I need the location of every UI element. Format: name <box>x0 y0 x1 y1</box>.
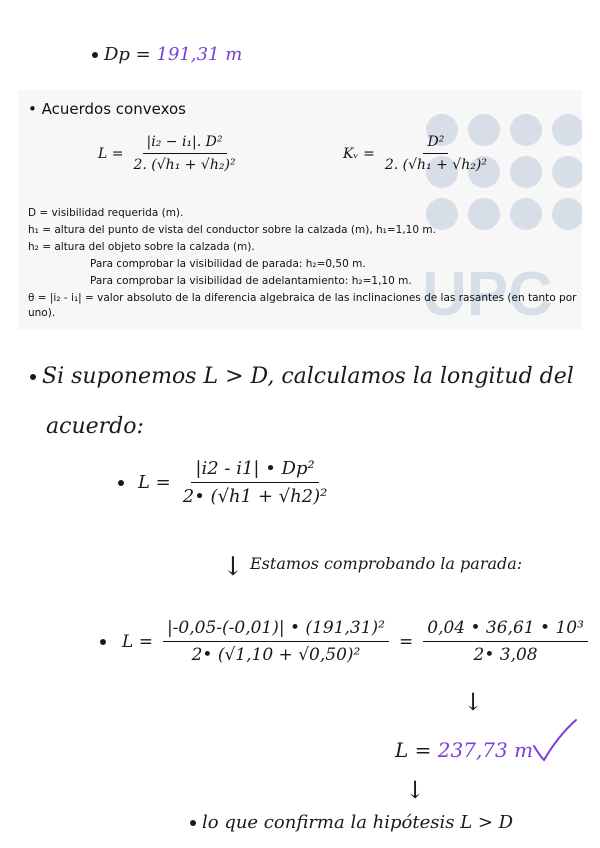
formula-L-fraction <box>129 134 239 173</box>
hw-subst2-fraction <box>423 618 588 665</box>
hw-result <box>395 738 533 762</box>
hw-result-lhs: L = <box>395 738 432 762</box>
formula-K-numerator: D² <box>423 134 448 154</box>
hw-hypothesis-line <box>30 364 574 389</box>
hw-estamos: Estamos comprobando la parada: <box>250 554 523 573</box>
bullet <box>190 820 196 826</box>
hw-formula-lhs: L = <box>138 472 171 493</box>
hw-subst-lhs: L = <box>122 631 153 652</box>
definition-D: D = visibilidad requerida (m). <box>28 207 184 219</box>
formula-K-lhs: Kᵥ = <box>343 145 375 162</box>
hw-result-value: 237,73 m <box>437 738 534 762</box>
formula-K-denominator: 2. (√h₁ + √h₂)² <box>384 157 487 173</box>
definition-adelantamiento: Para comprobar la visibilidad de adelantamiento: h₂=1,10 m. <box>90 275 412 287</box>
hw-subst2-denominator: 2• 3,08 <box>473 645 538 665</box>
formula-K <box>343 134 491 173</box>
printed-excerpt <box>18 90 582 330</box>
hw-conclusion-text: lo que confirma la hipótesis L > D <box>202 812 514 833</box>
hw-formula-numerator: |i2 - i1| • Dp² <box>191 458 318 483</box>
section-title-text: Acuerdos convexos <box>41 100 186 118</box>
formula-K-fraction <box>381 134 491 173</box>
definition-theta: θ = |i₂ - i₁| = valor absoluto de la diferencia algebraica de las inclinaciones de las rasantes (en tanto por <box>28 292 577 304</box>
hw-formula-denominator: 2• (√h1 + √h2)² <box>182 486 328 507</box>
hw-conclusion <box>190 812 513 833</box>
hw-subst-equals: = <box>399 631 414 652</box>
hw-formula <box>118 458 331 507</box>
bullet <box>92 52 98 58</box>
checkmark-icon <box>530 716 580 764</box>
down-arrow-icon: ↓ <box>222 552 244 582</box>
hw-acuerdo: acuerdo: <box>46 414 144 439</box>
hw-subst-fraction <box>163 618 389 665</box>
definition-theta-cont: uno). <box>28 307 56 319</box>
formula-L-denominator: 2. (√h₁ + √h₂)² <box>133 157 236 173</box>
formula-L <box>98 134 240 173</box>
bullet <box>118 480 124 486</box>
down-arrow-icon: ↓ <box>405 776 426 804</box>
definition-h2: h₂ = altura del objeto sobre la calzada (m). <box>28 241 255 253</box>
hw-hypothesis-text: Si suponemos L > D, calculamos la longitud del <box>42 364 574 389</box>
dp-label: Dp = <box>104 44 151 65</box>
hw-substitution <box>100 618 588 665</box>
dp-value: 191,31 m <box>156 44 243 65</box>
watermark-text: UPC <box>422 260 553 329</box>
hw-subst-numerator: |-0,05-(-0,01)| • (191,31)² <box>163 618 389 642</box>
bullet <box>30 374 36 380</box>
hw-subst2-numerator: 0,04 • 36,61 • 10³ <box>423 618 588 642</box>
down-arrow-icon: ↓ <box>463 688 484 716</box>
hw-subst-denominator: 2• (√1,10 + √0,50)² <box>191 645 361 665</box>
bullet <box>100 639 106 645</box>
section-title: • Acuerdos convexos <box>28 100 186 118</box>
definition-parada: Para comprobar la visibilidad de parada: h₂=0,50 m. <box>90 258 366 270</box>
formula-L-lhs: L = <box>98 145 124 162</box>
hw-formula-fraction <box>179 458 332 507</box>
definition-h1: h₁ = altura del punto de vista del conductor sobre la calzada (m), h₁=1,10 m. <box>28 224 436 236</box>
dp-line <box>92 44 242 65</box>
formula-L-numerator: |i₂ − i₁|. D² <box>143 134 227 154</box>
